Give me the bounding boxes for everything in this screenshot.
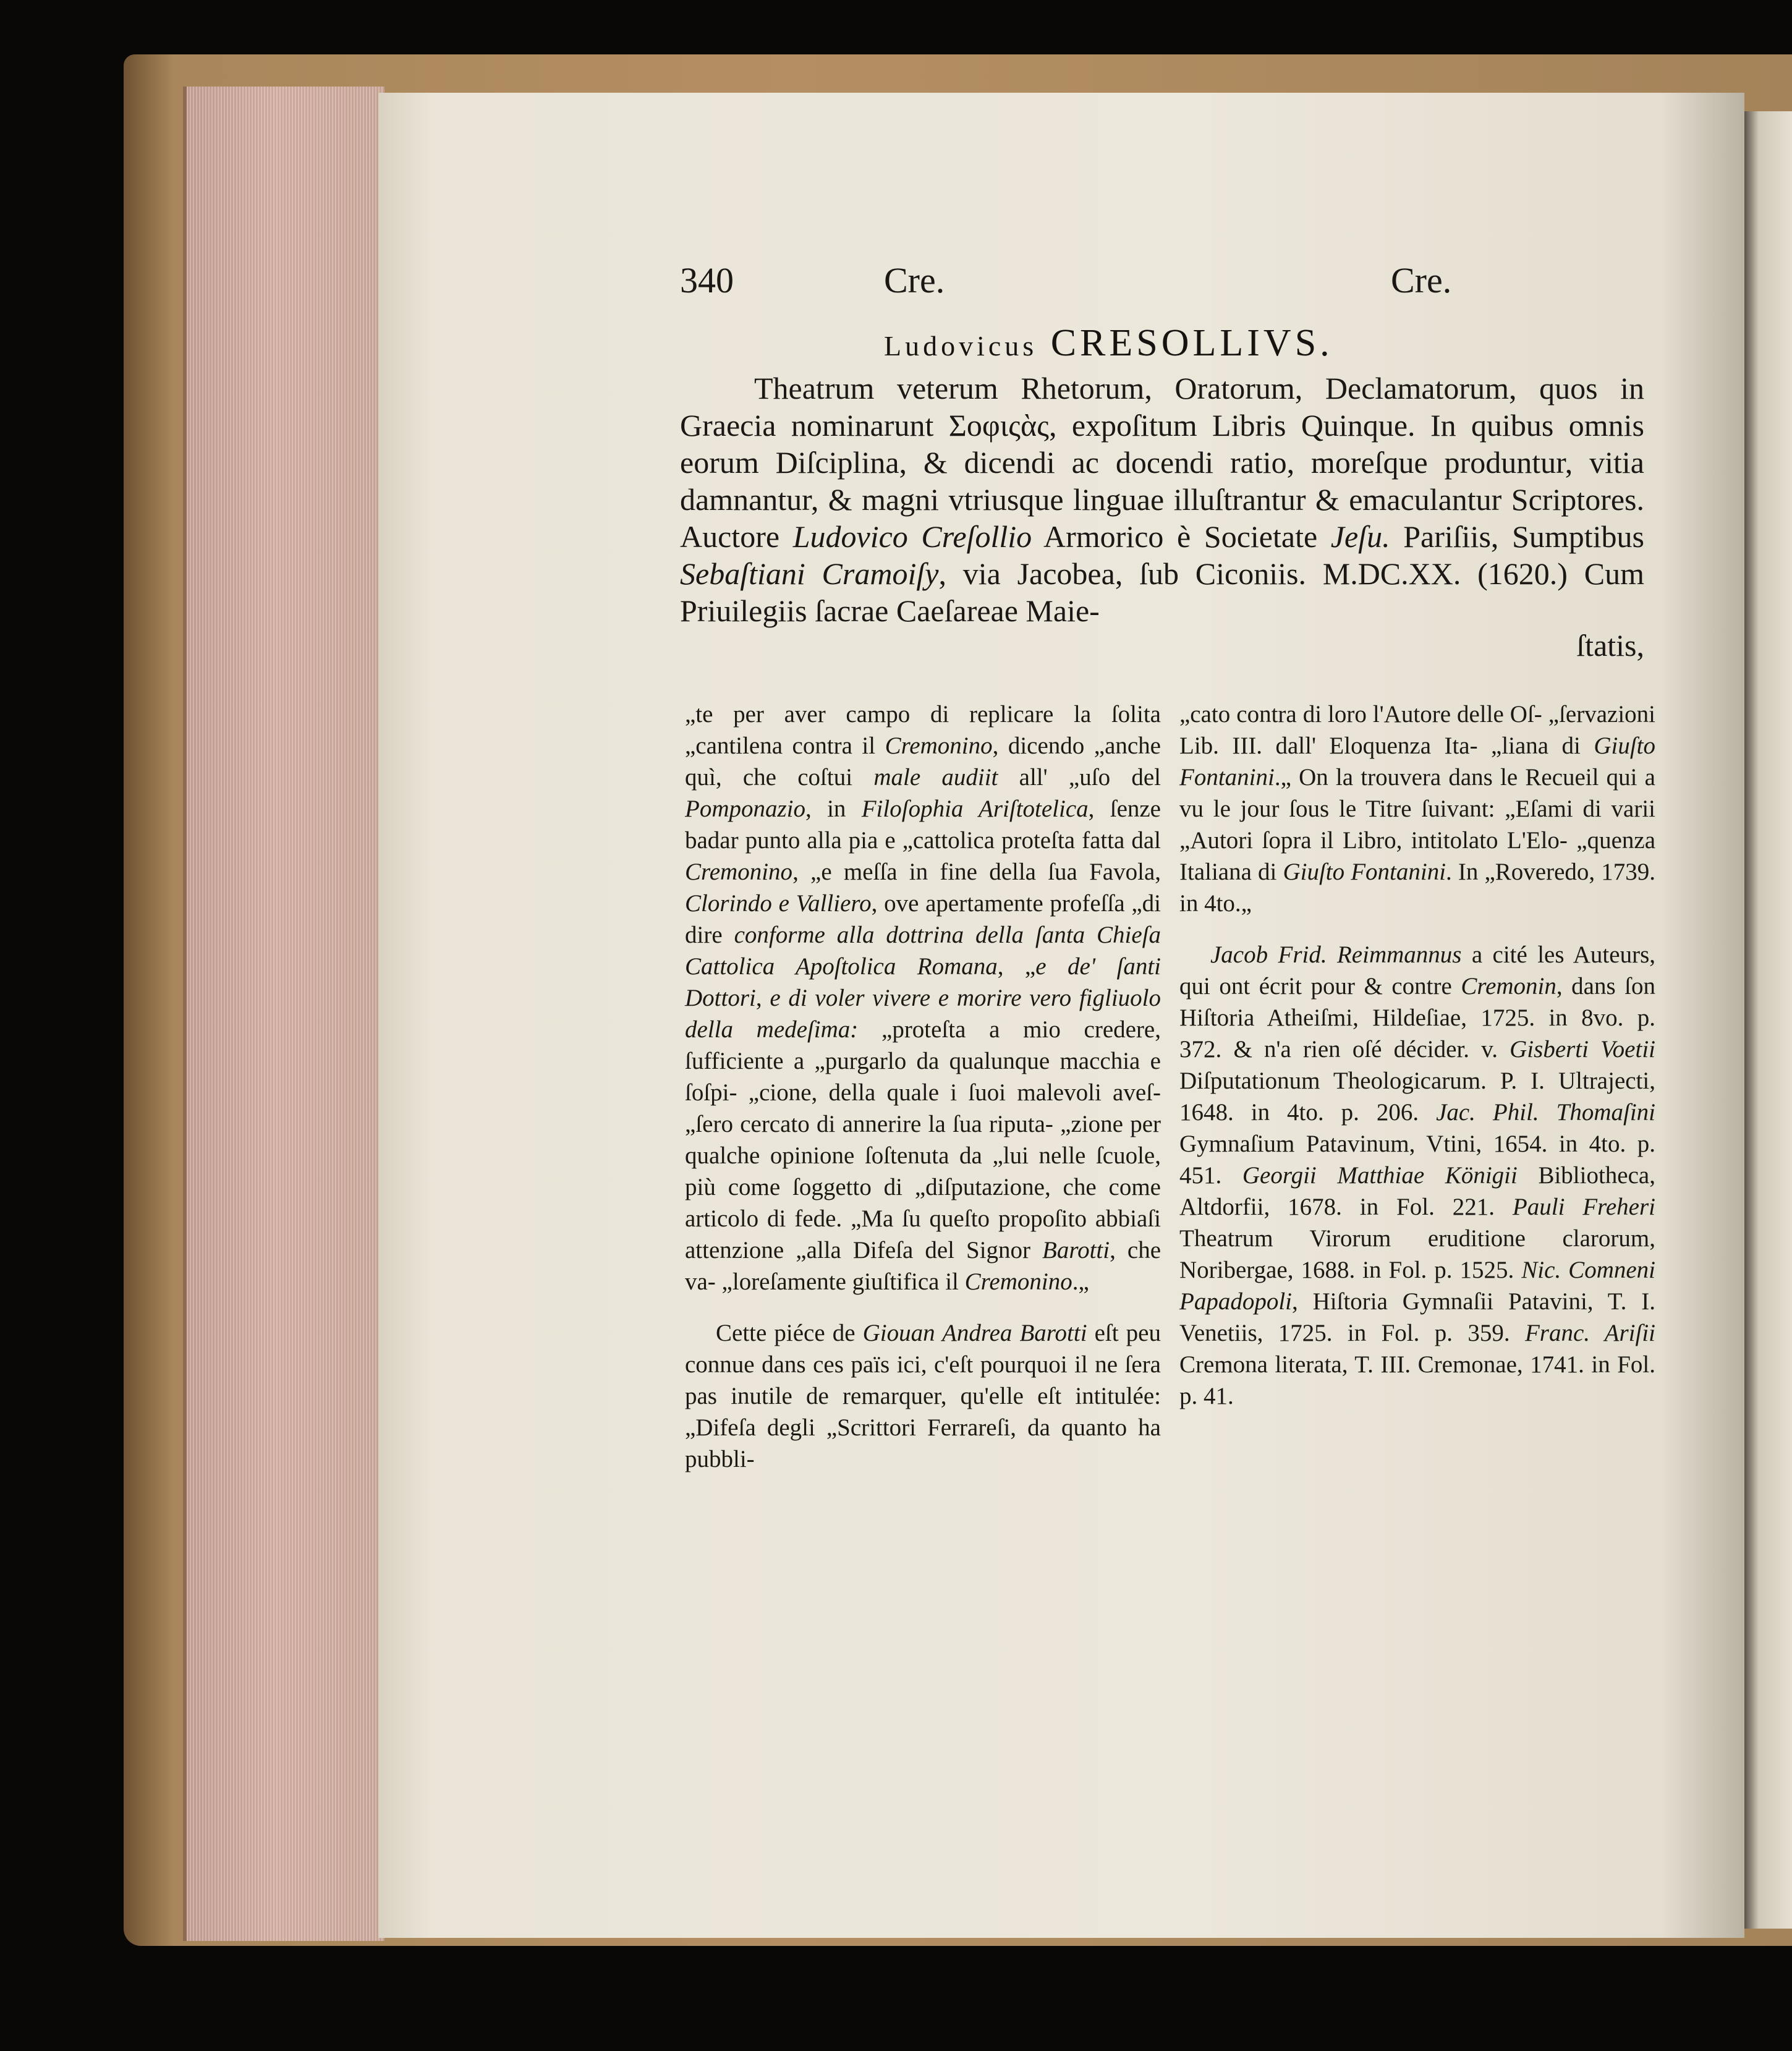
paragraph — [685, 699, 1161, 1297]
text-run: , dans ſon Hiſtoria Atheiſmi, Hildeſiae, 1725. in 8vo. p. 372. & n'a rien oſé décider. v. — [1179, 973, 1655, 1063]
italic-text: Clorindo e Valliero — [685, 890, 872, 917]
paragraph — [1179, 699, 1655, 919]
text-run: Theatrum veterum Rhetorum, Oratorum, Declamatorum, quos in Graecia nominarunt — [680, 371, 1644, 443]
italic-text: conforme alla dottrina della ſanta Chieſa Cattolica Apoſtolica Romana — [685, 922, 1161, 980]
page-number: 340 — [680, 260, 734, 300]
text-run: Theatrum Virorum eruditione clarorum, Noribergae, 1688. in Fol. p. 1525. — [1179, 1225, 1655, 1283]
italic-text: Georgii Matthiae Königii — [1242, 1162, 1518, 1189]
italic-text: Pauli Freheri — [1512, 1194, 1655, 1220]
text-run: Bibliotheca, Altdorfii, 1678. in Fol. 221. — [1179, 1162, 1655, 1220]
italic-text: e di voler vivere e morire vero figliuolo della medeſima: — [685, 985, 1161, 1043]
italic-text: Sebaſtiani Cramoiſy — [680, 556, 939, 591]
entry-end: ſtatis, — [1576, 628, 1644, 663]
italic-text: Nic. Comneni Papadopoli — [1179, 1257, 1656, 1315]
text-run: , „e meſſa in fine della ſua Favola, — [792, 859, 1161, 885]
text-run: Cremona literata, T. III. Cremonae, 1741. in Fol. p. 41. — [1179, 1351, 1655, 1409]
text-run: a cité les Auteurs, qui ont écrit pour & contre — [1179, 941, 1655, 1000]
text-run: , expoſitum Libris Quinque. In quibus omnis eorum Diſciplina, & dicendi ac docendi ratio, moreſque produntur, vitia damnantur, & magni vtriusque linguae illuſtrantur & emaculantur Scriptores. Auctore — [680, 408, 1644, 554]
italic-text: Giuſto Fontanini — [1179, 732, 1655, 791]
heading-forename: Ludovicus — [884, 330, 1038, 362]
text-run: „proteſta a mio credere, ſufficiente a „purgarlo da qualunque macchia e ſoſpi- „cione, della quale i ſuoi malevoli aveſ- „ſero cercato di annerire la ſua riputa- „zione per qualche opinione ſoſtenuta da „lui nelle ſcuole, più come ſoggetto di „diſputazione, che come articolo di fede. „Ma ſu queſto propoſito abbiaſi attenzione „alla Difeſa del Signor — [685, 1016, 1161, 1263]
italic-text: Pomponazio — [685, 796, 805, 822]
text-run: , Hiſtoria Gymnaſii Patavini, T. I. Venetiis, 1725. in Fol. p. 359. — [1179, 1288, 1655, 1346]
text-run: Pariſiis, Sumptibus — [1390, 519, 1644, 554]
italic-text: Cremonin — [1461, 973, 1556, 1000]
text-run: all' „uſo del — [998, 764, 1161, 791]
italic-text: Franc. Ariſii — [1524, 1320, 1655, 1346]
article-heading — [884, 321, 1333, 365]
text-run: . In „Roveredo, 1739. in 4to.„ — [1179, 859, 1655, 917]
page-edges — [183, 87, 384, 1941]
italic-text: Barotti — [1042, 1237, 1110, 1263]
italic-text: Cremonino — [964, 1268, 1072, 1295]
text-run: , ove apertamente profeſſa „di dire — [685, 890, 1161, 948]
running-head-right: Cre. — [1391, 260, 1452, 300]
text-run: .„ On la trouvera dans le Recueil qui a vu le jour ſous le Titre ſuivant: „Eſami di varii „Autori ſopra il Libro, intitolato L'Elo- „quenza Italiana di — [1179, 764, 1655, 885]
right-column — [1179, 699, 1655, 1432]
text-run: Cette piéce de — [716, 1320, 863, 1346]
text-run: Diſputationum Theologicarum. P. I. Ultrajecti, 1648. in 4to. p. 206. — [1179, 1068, 1655, 1126]
text-run: , „ — [997, 953, 1036, 980]
text-run: Σοφιςὰς — [948, 408, 1049, 443]
running-head-left: Cre. — [884, 260, 945, 300]
text-run: .„ — [1072, 1268, 1089, 1295]
text-run: , dicendo „anche quì, che coſtui — [685, 732, 1161, 791]
italic-text: e de' ſanti Dottori — [685, 953, 1161, 1011]
italic-text: Cremonino — [685, 859, 793, 885]
text-run: Armorico è Societate — [1032, 519, 1331, 554]
italic-text: Giouan Andrea Barotti — [862, 1320, 1087, 1346]
italic-text: Jacob Frid. Reimmannus — [1210, 941, 1462, 968]
italic-text: Gisberti Voetii — [1510, 1036, 1655, 1063]
italic-text: male audiit — [873, 764, 998, 791]
bibliographic-entry — [680, 370, 1644, 664]
text-run: , ſenze badar punto alla pia e „cattolica proteſta fatta dal — [685, 796, 1161, 854]
facing-page-edge — [1744, 111, 1792, 1929]
text-run: , via Jacobea, ſub Ciconiis. M.DC.XX. (1620.) Cum Priuilegiis ſacrae Caeſareae Maie- — [680, 556, 1644, 628]
text-run: , — [755, 985, 770, 1011]
italic-text: Jac. Phil. Thomaſini — [1436, 1099, 1655, 1126]
italic-text: Jeſu. — [1330, 519, 1390, 554]
left-column — [685, 699, 1161, 1495]
text-run: eſt peu connue dans ces païs ici, c'eſt pourquoi il ne ſera pas inutile de remarquer, qu'elle eſt intitulée: „Difeſa degli „Scrittori Ferrareſi, da quanto ha pubbli- — [685, 1320, 1161, 1472]
text-run: Gymnaſium Patavinum, Vtini, 1654. in 4to. p. 451. — [1179, 1131, 1655, 1189]
heading-surname: CRESOLLIVS. — [1050, 322, 1333, 364]
text-run: , che va- „loreſamente giuſtifica il — [685, 1237, 1161, 1295]
text-run: , in — [805, 796, 862, 822]
paragraph — [1179, 939, 1655, 1412]
text-run: „cato contra di loro l'Autore delle Oſ- „ſervazioni Lib. III. dall' Eloquenza Ita- „liana di — [1179, 701, 1655, 759]
text-run: „te per aver campo di replicare la ſolita „cantilena contra il — [685, 701, 1161, 759]
italic-text: Cremonino — [885, 732, 993, 759]
italic-text: Giuſto Fontanini — [1283, 859, 1446, 885]
italic-text: Filoſophia Ariſtotelica — [861, 796, 1089, 822]
italic-text: Ludovico Creſollio — [792, 519, 1032, 554]
paragraph — [685, 1317, 1161, 1475]
